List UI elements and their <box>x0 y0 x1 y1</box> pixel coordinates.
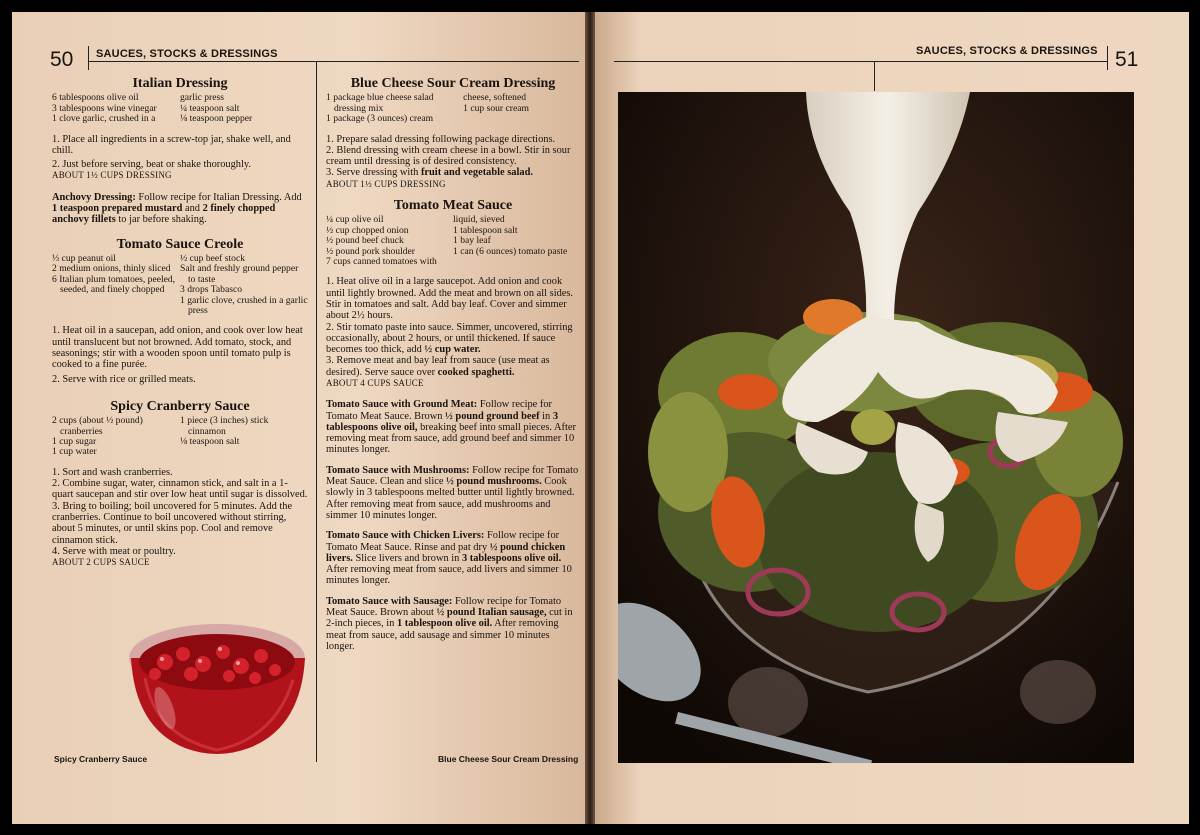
photo-caption: Spicy Cranberry Sauce <box>54 754 148 764</box>
left-column <box>52 78 308 578</box>
variation-text: to jar before shaking. <box>115 214 207 226</box>
ingredient: ½ pound pork shoulder <box>326 245 415 257</box>
variation-ingredient: ½ pound ground beef <box>445 410 540 422</box>
ingredient-list <box>52 93 308 124</box>
photo-caption: Blue Cheese Sour Cream Dressing <box>438 754 579 764</box>
variation-ingredient: ½ pound Italian sausage, <box>436 607 547 619</box>
header-divider <box>88 46 89 70</box>
ingredient-list <box>52 254 308 316</box>
book-gutter <box>585 12 595 824</box>
ingredient: 6 tablespoons olive oil <box>52 92 139 104</box>
step: 1. Heat oil in a saucepan, add onion, and cook over low heat until translucent but not browned. Add tomato, stock, and seasonings; stir with a wooden spoon until tomato pulp is cooked to a fine purée. <box>52 325 303 371</box>
recipe-title: Italian Dressing <box>132 76 228 91</box>
variation-title: Anchovy Dressing: <box>52 191 136 203</box>
variation-text: cut in 2-inch pieces, in <box>326 607 573 630</box>
step-text: 3. Serve dressing with <box>326 167 421 179</box>
variation <box>52 192 308 226</box>
ingredient: 2 cups (about ½ pound) cranberries <box>52 415 143 437</box>
header-divider <box>1107 46 1108 70</box>
recipe-yield: ABOUT 1½ CUPS DRESSING <box>326 178 446 189</box>
variation-ingredient: ½ pound mushrooms. <box>446 476 542 488</box>
step: 3. Bring to boiling; boil uncovered for 5 minutes. Add the cranberries. Continue to boil uncovered without stirring, about 5 minutes, or until skins pop. Cool and remove cinnamon stick. <box>52 500 293 546</box>
ingredient: 1 garlic clove, crushed in a garlic press <box>180 294 308 316</box>
step <box>326 322 580 356</box>
step: 1. Prepare salad dressing following package directions. <box>326 133 556 145</box>
variation-text: Follow recipe for Tomato Meat Sauce. Brown <box>326 399 552 422</box>
step: 1. Place all ingredients in a screw-top jar, shake well, and chill. <box>52 133 291 156</box>
step: 2. Serve with rice or grilled meats. <box>52 373 196 385</box>
variation-text: Follow recipe for Tomato Meat Sauce. Clean and slice <box>326 464 579 488</box>
salad-photo <box>618 92 1134 763</box>
ingredient: Salt and freshly ground pepper to taste <box>180 263 299 285</box>
ingredient: 1 package blue cheese salad dressing mix <box>326 92 434 114</box>
step: 1. Sort and wash cranberries. <box>52 466 173 478</box>
variation-ingredient: 3 tablespoons olive oil. <box>461 552 562 564</box>
variation-title: Tomato Sauce with Sausage: <box>326 595 453 607</box>
recipe-title: Tomato Sauce Creole <box>116 236 244 252</box>
recipe-yield: ABOUT 1½ CUPS DRESSING <box>52 170 172 181</box>
step: 1. Heat olive oil in a large saucepot. Add onion and cook until lightly browned. Add the meat and brown on all sides. Stir in tomatoes and salt. Add bay leaf. Cover and simmer about 2½ hours. <box>326 276 574 322</box>
ingredient: 1 clove garlic, crushed in a <box>52 113 156 125</box>
step: 2. Blend dressing with cream cheese in a bowl. Stir in sour cream until dressing is of desired consistency. <box>326 144 571 168</box>
ingredient-list <box>52 416 308 458</box>
ingredient: ½ cup beef stock <box>180 252 246 264</box>
step-text: 3. Remove meat and bay leaf from sauce (use meat as desired). Serve sauce over <box>326 355 550 378</box>
ingredient: ¼ cup olive oil <box>326 214 384 226</box>
ingredient: 3 tablespoons wine vinegar <box>52 102 157 114</box>
ingredient: 1 package (3 ounces) cream <box>326 113 434 125</box>
ingredient: cheese, softened <box>463 92 527 104</box>
recipe-yield: ABOUT 4 CUPS SAUCE <box>326 378 424 388</box>
ingredient: 7 cups canned tomatoes with <box>326 255 437 267</box>
salad-illustration <box>618 92 1134 763</box>
variation-text: Follow recipe for Tomato Meat Sauce. Rinse and pat dry <box>326 530 560 553</box>
cranberry-bowl-image <box>125 618 310 766</box>
step <box>326 355 580 378</box>
variation-text: and <box>182 203 203 214</box>
ingredient-list <box>326 93 580 124</box>
ingredient: 6 Italian plum tomatoes, peeled, seeded, and finely chopped <box>52 273 176 296</box>
variation <box>326 530 580 586</box>
step: 4. Serve with meat or poultry. <box>52 545 176 557</box>
step-ingredient: cooked spaghetti. <box>437 366 515 378</box>
page-number-left: 50 <box>50 48 74 71</box>
step: 2. Just before serving, beat or shake thoroughly. <box>52 159 252 171</box>
variation <box>326 465 580 521</box>
variation-title: Tomato Sauce with Chicken Livers: <box>326 530 485 542</box>
variation-text: in <box>539 410 553 422</box>
variation-ingredient: 3 tablespoons olive oil, <box>326 410 559 433</box>
column-rule <box>316 61 317 762</box>
step-text: 2. Stir tomato paste into sauce. Simmer, uncovered, stirring occasionally, about 2 hours, or until thickened. If sauce becomes too thick, add <box>326 321 573 356</box>
ingredient: 1 can (6 ounces) tomato paste <box>453 245 568 257</box>
variation-text: Follow recipe for Italian Dressing. Add <box>135 191 302 203</box>
recipe-title: Tomato Meat Sauce <box>393 198 513 213</box>
page-number-right: 51 <box>1115 48 1139 71</box>
ingredient: 3 drops Tabasco <box>180 284 243 296</box>
ingredient: 1 bay leaf <box>453 235 491 247</box>
variation-title: Tomato Sauce with Ground Meat: <box>326 399 478 411</box>
ingredient: 1 cup water <box>52 446 97 458</box>
ingredient: 1 cup sugar <box>52 435 97 447</box>
right-column <box>326 78 580 661</box>
ingredient: 1 piece (3 inches) stick cinnamon <box>180 415 269 437</box>
variation <box>326 399 580 455</box>
ingredient: liquid, sieved <box>453 214 505 226</box>
ingredient: ½ pound beef chuck <box>326 235 404 247</box>
variation-text: Follow recipe for Tomato Meat Sauce. Brown about <box>326 595 562 619</box>
ingredient: garlic press <box>180 92 224 104</box>
variation-ingredient: 2 finely chopped anchovy fillets <box>52 203 276 226</box>
ingredient: 1 cup sour cream <box>463 102 529 114</box>
variation-text: After removing meat from sauce, add sausage and simmer 10 minutes longer. <box>326 618 559 652</box>
ingredient: ⅛ teaspoon salt <box>180 435 240 447</box>
step-ingredient: ½ cup water. <box>424 344 481 356</box>
section-title-left: SAUCES, STOCKS & DRESSINGS <box>96 48 278 60</box>
header-rule-right <box>614 61 1107 62</box>
recipe-title: Spicy Cranberry Sauce <box>110 398 250 414</box>
header-rule-left <box>88 61 579 62</box>
step: 2. Combine sugar, water, cinnamon stick, and salt in a 1-quart saucepan and stir over low heat until sugar is dissolved. <box>52 478 308 501</box>
ingredient: ½ cup chopped onion <box>326 224 409 236</box>
step-ingredient: fruit and vegetable salad. <box>420 167 533 179</box>
ingredient: 1 tablespoon salt <box>453 224 518 236</box>
step <box>326 167 580 178</box>
ingredient-list <box>326 215 580 267</box>
section-title-right: SAUCES, STOCKS & DRESSINGS <box>916 45 1098 57</box>
variation-text: After removing meat from sauce, add livers and simmer 10 minutes longer. <box>326 564 572 587</box>
variation-text: Cook slowly in 3 tablespoons melted butter until lightly browned. After removing meat from sauce, add mushrooms and simmer 10 minutes longer. <box>326 476 575 521</box>
ingredient: ⅛ teaspoon pepper <box>180 113 253 125</box>
variation-title: Tomato Sauce with Mushrooms: <box>326 464 470 476</box>
variation-ingredient: 1 tablespoon olive oil. <box>396 618 493 630</box>
variation <box>326 596 580 652</box>
ingredient: ¼ teaspoon salt <box>180 102 240 114</box>
recipe-yield: ABOUT 2 CUPS SAUCE <box>52 557 150 568</box>
variation-text: Slice livers and brown in <box>352 552 462 564</box>
ingredient: 2 medium onions, thinly sliced <box>52 263 171 275</box>
variation-text: breaking beef into small pieces. After removing meat from sauce, add ground beef and simmer 10 minutes longer. <box>326 421 576 456</box>
header-divider <box>874 61 875 91</box>
ingredient: ⅓ cup peanut oil <box>52 252 116 264</box>
variation-ingredient: 1 teaspoon prepared mustard <box>52 203 183 214</box>
variation-ingredient: ½ pound chicken livers. <box>326 541 566 564</box>
recipe-title: Blue Cheese Sour Cream Dressing <box>350 76 556 91</box>
